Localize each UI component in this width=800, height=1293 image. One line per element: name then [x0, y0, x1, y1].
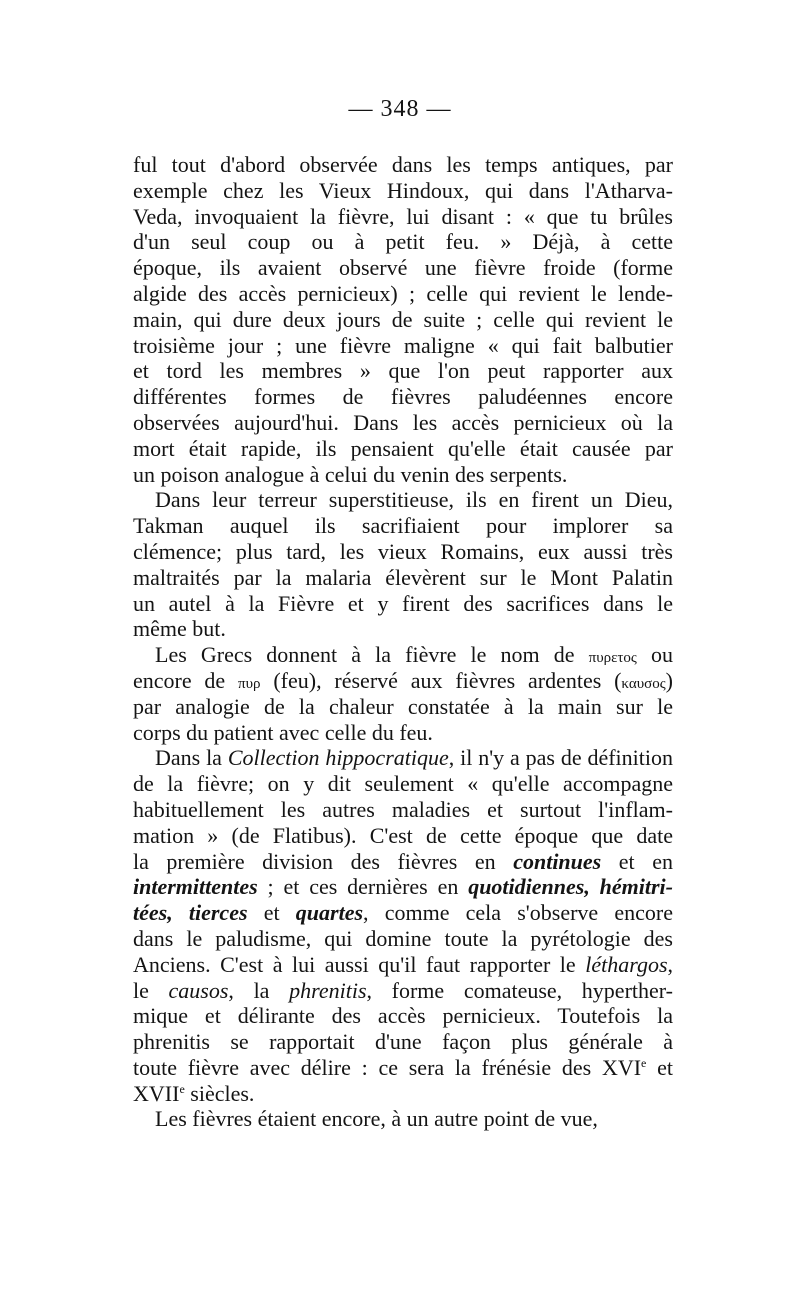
text-line [133, 1029, 673, 1055]
text-line [133, 720, 673, 746]
styled-text: intermittentes [133, 874, 258, 900]
styled-text: léthargos [585, 951, 668, 977]
text-run: ful tout d'abord observée dans les temps antiques, par [133, 152, 673, 177]
text-run: algide des accès pernicieux) ; celle qui revient le lende- [133, 280, 673, 306]
text-line [133, 1081, 673, 1107]
text-run: et en [601, 848, 673, 874]
text-run: ) [665, 667, 673, 693]
text-line [133, 849, 673, 875]
superscript: e [641, 1055, 647, 1070]
text-line [133, 1106, 673, 1132]
text-run: habituellement les autres maladies et surtout l'inflam- [133, 796, 673, 822]
text-run: un poison analogue à celui du venin des serpents. [133, 461, 568, 487]
text-line [133, 255, 673, 281]
text-run: la première division des fièvres en [133, 848, 514, 874]
page-number: — 348 — [348, 96, 452, 122]
text-run: Dans leur terreur superstitieuse, ils en firent un Dieu, [155, 487, 673, 513]
text-run: Les fièvres étaient encore, à un autre point de vue, [155, 1106, 598, 1132]
text-run: , la [228, 977, 290, 1003]
text-run: observées aujourd'hui. Dans les accès pernicieux où la [133, 409, 673, 435]
text-line [133, 1055, 673, 1081]
text-run: mique et délirante des accès pernicieux. Toutefois la [133, 1003, 673, 1029]
text-line [133, 978, 673, 1004]
text-line [133, 694, 673, 720]
text-run: exemple chez les Vieux Hindoux, qui dans l'Atharva- [133, 177, 673, 203]
text-line [133, 926, 673, 952]
text-run: par analogie de la chaleur constatée à la main sur le [133, 693, 673, 719]
superscript: e [179, 1081, 185, 1096]
text-line [133, 823, 673, 849]
text-line [133, 462, 673, 488]
text-line [133, 539, 673, 565]
text-run: et [646, 1054, 673, 1080]
text-run: , [667, 951, 673, 977]
text-run: corps du patient avec celle du feu. [133, 719, 433, 745]
text-line [133, 616, 673, 642]
text-line [133, 204, 673, 230]
text-run: Takman auquel ils sacrifiaient pour implorer sa [133, 513, 673, 539]
text-run: , forme comateuse, hyperther- [366, 977, 673, 1003]
text-run: et tord les membres » que l'on peut rapporter aux [133, 358, 673, 384]
text-line [133, 358, 673, 384]
text-run: mation » (de Flatibus). C'est de cette époque que date [133, 822, 673, 848]
text-run: Dans la [155, 745, 228, 771]
text-line [133, 307, 673, 333]
text-run: et [247, 900, 296, 926]
text-line [133, 771, 673, 797]
text-line [133, 487, 673, 513]
body-text [133, 152, 673, 1132]
text-run: main, qui dure deux jours de suite ; celle qui revient le [133, 306, 673, 332]
text-run: toute fièvre avec délire : ce sera la frénésie des XVI [133, 1054, 642, 1080]
text-line [133, 436, 673, 462]
text-line [133, 281, 673, 307]
text-line [133, 565, 673, 591]
styled-text: phrenitis [289, 977, 367, 1003]
text-line [133, 152, 673, 178]
text-run: maltraités par la malaria élevèrent sur le Mont Palatin [133, 564, 673, 590]
text-line [133, 178, 673, 204]
text-run: troisième jour ; une fièvre maligne « qui fait balbutier [133, 332, 673, 358]
text-run: époque, ils avaient observé une fièvre froide (forme [133, 255, 673, 281]
text-line [133, 668, 673, 694]
text-run: le [133, 977, 169, 1003]
text-line [133, 900, 673, 926]
text-line [133, 642, 673, 668]
styled-text: Collection hippocratique [227, 745, 449, 771]
text-run: Anciens. C'est à lui aussi qu'il faut rapporter le [133, 951, 586, 977]
text-run: mort était rapide, ils pensaient qu'elle était causée par [133, 435, 673, 461]
styled-text: quotidiennes, hémitri- [468, 874, 673, 900]
text-run: clémence; plus tard, les vieux Romains, eux aussi très [133, 538, 673, 564]
text-run: encore de [133, 667, 239, 693]
text-run: , comme cela s'observe encore [363, 900, 673, 926]
text-run: ; et ces dernières en [257, 874, 469, 900]
text-run: même but. [133, 616, 226, 642]
text-run: ou [636, 642, 673, 668]
text-line [133, 333, 673, 359]
text-line [133, 384, 673, 410]
text-line [133, 745, 673, 771]
text-line [133, 229, 673, 255]
styled-text: quartes [295, 900, 364, 926]
text-line [133, 797, 673, 823]
text-run: différentes formes de fièvres paludéennes encore [133, 384, 673, 410]
text-line [133, 1003, 673, 1029]
text-run: un autel à la Fièvre et y firent des sacrifices dans le [133, 590, 673, 616]
styled-text: causos [168, 977, 229, 1003]
text-run: phrenitis se rapportait d'une façon plus générale à [133, 1029, 673, 1055]
styled-text: πυρ [238, 675, 261, 692]
text-run: Veda, invoquaient la fièvre, lui disant : « que tu brûles [133, 203, 673, 229]
text-line [133, 952, 673, 978]
text-run: , il n'y a pas de définition [448, 745, 673, 771]
styled-text: tées, tierces [133, 900, 248, 926]
text-run: dans le paludisme, qui domine toute la pyrétologie des [133, 925, 673, 951]
styled-text: continues [513, 848, 602, 874]
text-line [133, 591, 673, 617]
text-run: XVII [133, 1080, 180, 1106]
text-line [133, 410, 673, 436]
styled-text: καυσος [621, 675, 666, 692]
text-line [133, 874, 673, 900]
text-run: Les Grecs donnent à la fièvre le nom de [155, 642, 589, 668]
text-run: de la fièvre; on y dit seulement « qu'elle accompagne [133, 771, 673, 797]
text-run: siècles. [184, 1080, 255, 1106]
styled-text: πυρετος [588, 650, 637, 667]
text-run: d'un seul coup ou à petit feu. » Déjà, à cette [133, 229, 673, 255]
text-run: (feu), réservé aux fièvres ardentes ( [260, 667, 622, 693]
text-line [133, 513, 673, 539]
